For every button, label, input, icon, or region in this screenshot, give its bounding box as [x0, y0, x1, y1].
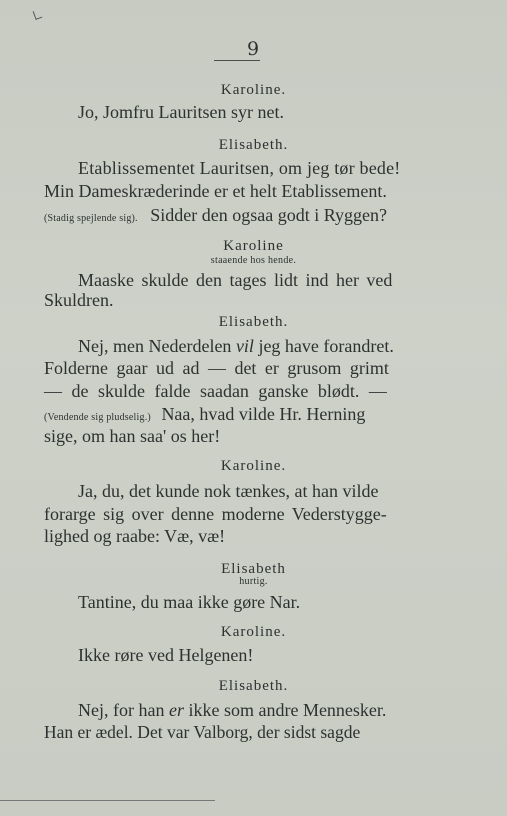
text-line	[44, 205, 387, 226]
speaker-elisabeth: Elisabeth.	[218, 678, 289, 694]
text-line: sige, om han saa' os her!	[44, 426, 221, 446]
stage-direction: (Vendende sig pludselig.)	[44, 412, 151, 423]
speaker-elisabeth: Elisabeth.	[218, 314, 289, 330]
text-line	[44, 404, 365, 425]
text-line: Jo, Jomfru Lauritsen syr net.	[78, 102, 284, 122]
stage-direction: hurtig.	[239, 576, 268, 587]
speaker-karoline: Karoline.	[220, 82, 287, 98]
text-line: Skuldren.	[44, 290, 114, 310]
bottom-edge-line	[0, 800, 215, 801]
page-number: 9	[246, 38, 261, 60]
text-line: Ikke røre ved Helgenen!	[78, 645, 254, 665]
text-span: Nej, for han	[78, 700, 169, 720]
emphasis: er	[168, 700, 184, 720]
text-line: — de skulde falde saadan ganske blødt. —	[44, 381, 387, 401]
text-line: Han er ædel. Det var Valborg, der sidst sagde	[44, 722, 361, 742]
text-line	[78, 700, 386, 721]
text-span: jeg have forandret.	[253, 336, 394, 356]
text-line: Etablissementet Lauritsen, om jeg tør bede!	[78, 158, 401, 178]
text-span: Naa, hvad vilde Hr. Herning	[161, 404, 366, 424]
speaker-karoline: Karoline.	[220, 624, 287, 640]
text-span: Sidder den ogsaa godt i Ryggen?	[150, 205, 387, 225]
corner-mark	[33, 9, 43, 20]
text-line: Tantine, du maa ikke gøre Nar.	[78, 592, 301, 612]
text-line: Ja, du, det kunde nok tænkes, at han vilde	[78, 481, 379, 501]
text-span: Nej, men Nederdelen	[78, 336, 236, 356]
stage-direction: (Stadig spejlende sig).	[44, 213, 138, 224]
text-line	[78, 336, 394, 357]
text-line: Maaske skulde den tages lidt ind her ved	[78, 270, 393, 290]
text-line: lighed og raabe: Væ, væ!	[44, 526, 226, 546]
speaker-karoline: Karoline.	[220, 458, 287, 474]
stage-direction: staaende hos hende.	[210, 255, 297, 266]
text-line: Folderne gaar ud ad — det er grusom grimt	[44, 358, 389, 378]
page-number-underline	[214, 60, 260, 61]
text-span: ikke som andre Mennesker.	[183, 700, 387, 720]
emphasis: vil	[235, 336, 254, 356]
speaker-elisabeth: Elisabeth	[221, 561, 286, 577]
speaker-elisabeth: Elisabeth.	[218, 137, 289, 153]
speaker-karoline: Karoline	[223, 238, 284, 254]
text-line: Min Dameskræderinde er et helt Etablissement.	[44, 181, 387, 201]
text-line: forarge sig over denne moderne Vederstygge-	[44, 504, 387, 524]
